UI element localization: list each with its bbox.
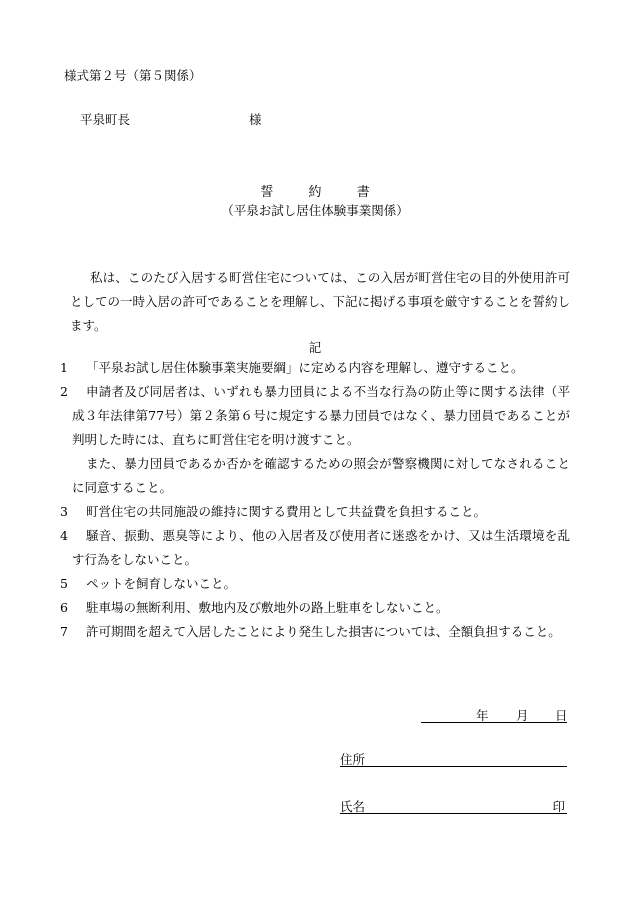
item-number: 5: [60, 576, 68, 591]
item-text: 申請者及び同居者は、いずれも暴力団員による不当な行為の防止等に関する法律（平成３年法律第77号）第２条第６号に規定する暴力団員ではなく、暴力団員であることが判明した時には、直ちに町営住宅を明け渡すこと。: [72, 384, 570, 447]
name-label: 氏名: [340, 799, 366, 814]
day-label: 日: [555, 708, 568, 723]
item-number: 7: [60, 624, 68, 639]
pledge-items: [60, 356, 570, 644]
item-text: 騒音、振動、悪臭等により、他の入居者及び使用者に迷惑をかけ、又は生活環境を乱す行為をしないこと。: [72, 528, 570, 567]
address-label: 住所: [340, 752, 366, 767]
name-field[interactable]: [340, 797, 567, 814]
item-text: 「平泉お試し居住体験事業実施要綱」に定める内容を理解し、遵守すること。: [86, 360, 524, 375]
pledge-item-5: [60, 572, 570, 596]
pledge-item-7: [60, 620, 570, 644]
document-subtitle: （平泉お試し居住体験事業関係）: [221, 203, 409, 218]
pledge-item-4: [60, 524, 570, 572]
addressee-honorific: 様: [249, 112, 262, 127]
item-number: 1: [60, 360, 68, 375]
document-title: [0, 181, 630, 200]
ki-heading: 記: [308, 340, 322, 355]
item-number: 4: [60, 528, 68, 543]
form-number: 様式第２号（第５関係）: [64, 68, 202, 83]
month-label: 月: [516, 708, 529, 723]
title-char: 約: [308, 185, 322, 200]
item-text: 駐車場の無断利用、敷地内及び敷地外の路上駐車をしないこと。: [86, 600, 449, 615]
item-subparagraph: また、暴力団員であるか否かを確認するための照会が警察機関に対してなされることに同意すること。: [72, 456, 570, 495]
pledge-intro: 私は、このたび入居する町営住宅については、この入居が町営住宅の目的外使用許可としての一時入居の許可であることを理解し、下記に掲げる事項を厳守することを誓約します。: [70, 270, 571, 333]
title-char: 誓: [260, 185, 274, 200]
item-number: 2: [60, 384, 68, 399]
pledge-item-6: [60, 596, 570, 620]
item-text: ペットを飼育しないこと。: [86, 576, 237, 591]
year-label: 年: [476, 708, 489, 723]
pledge-item-3: [60, 500, 570, 524]
pledge-item-1: [60, 356, 570, 380]
addressee-name: 平泉町長: [80, 112, 131, 127]
item-text: 許可期間を超えて入居したことにより発生した損害については、全額負担すること。: [86, 624, 561, 639]
item-text: 町営住宅の共同施設の維持に関する費用として共益費を負担すること。: [86, 504, 487, 519]
date-line[interactable]: [421, 706, 567, 723]
item-number: 3: [60, 504, 68, 519]
pledge-item-2: [60, 380, 570, 500]
title-char: 書: [356, 185, 370, 200]
seal-label: 印: [552, 799, 565, 814]
item-number: 6: [60, 600, 68, 615]
address-field[interactable]: [340, 750, 567, 767]
